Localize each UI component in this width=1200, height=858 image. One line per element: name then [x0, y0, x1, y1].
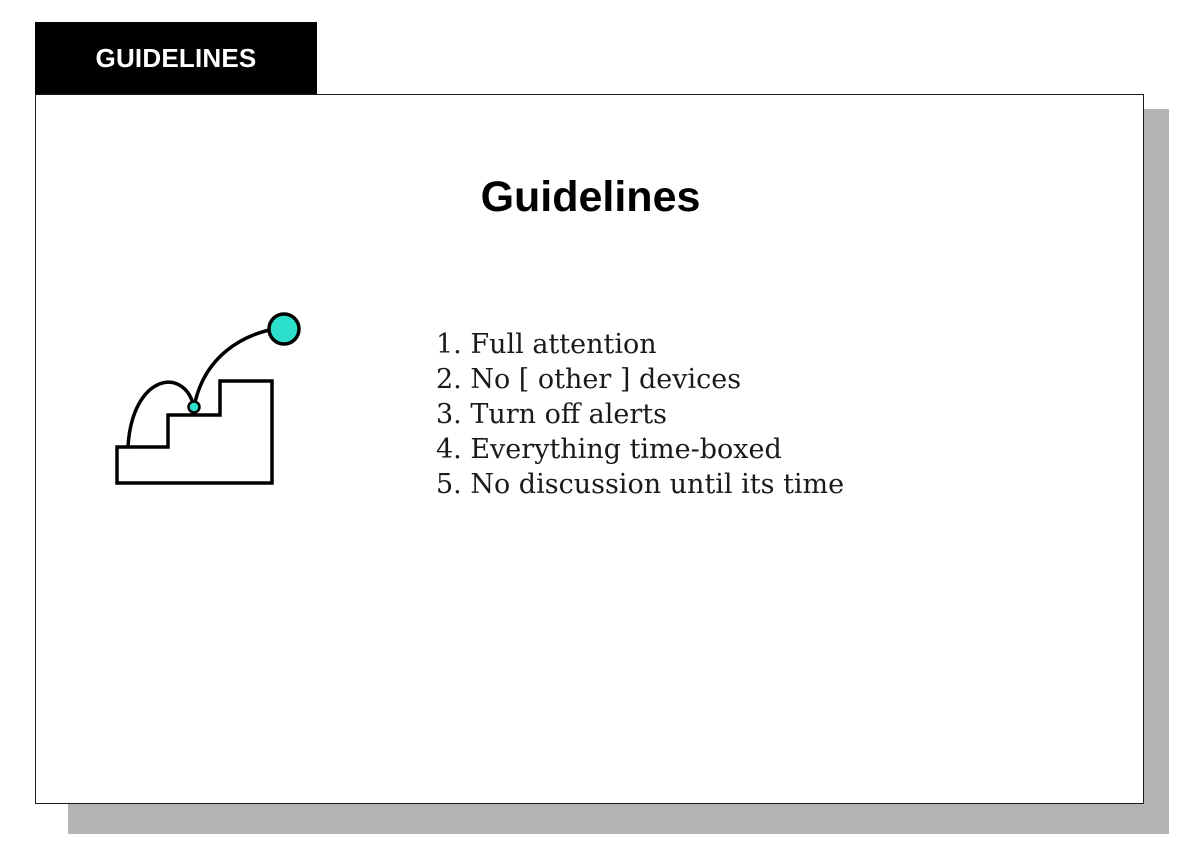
- guidelines-list: [436, 327, 844, 502]
- list-item: 4. Everything time-boxed: [436, 434, 782, 465]
- slide: [35, 94, 1144, 804]
- stairs-jump-icon: [106, 305, 316, 490]
- list-item: 2. No [ other ] devices: [436, 364, 742, 395]
- list-item: 5. No discussion until its time: [436, 469, 845, 500]
- list-item: 3. Turn off alerts: [436, 399, 667, 430]
- list-item: 1. Full attention: [436, 329, 657, 360]
- section-tab: GUIDELINES: [35, 22, 317, 95]
- slide-title: Guidelines: [480, 173, 701, 221]
